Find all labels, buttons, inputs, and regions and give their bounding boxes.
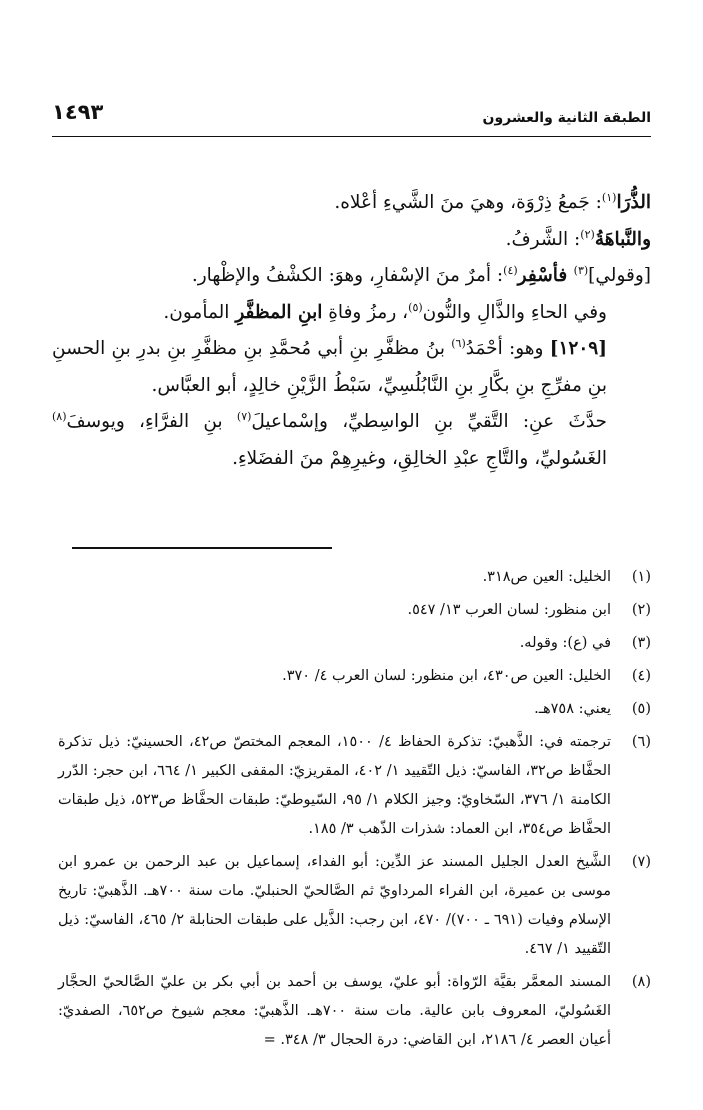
footnote-ref[interactable]: (٢) — [580, 227, 595, 241]
paragraph-text: : الشَّرفُ. — [505, 228, 581, 250]
footnote-item — [58, 629, 651, 658]
footnote-divider — [72, 547, 332, 549]
footnote-number: (٥) — [631, 701, 651, 717]
footnote-text — [58, 596, 611, 625]
paragraph-text: : أمرٌ منَ الإسْفارِ، وهوَ: الكشْفُ والإظْهار. — [191, 265, 504, 286]
footnote-text — [58, 662, 611, 691]
paragraph-durra — [52, 185, 651, 222]
paragraph-text: الغَسُوليِّ، والتَّاجِ عبْدِ الخالِقِ، وغيرِهِمْ منَ الفضَلاءِ. — [232, 447, 607, 469]
paragraph-text: بنُ مظفَّرِ بنِ أبي مُحمَّدِ بنِ مظفَّرِ بنِ بدرِ بنِ الحسنِ بنِ مفرِّجِ بنِ بكَّارِ بنِ النَّابُلُسِيِّ، سَبْطُ الزَّيْنِ خالِدٍ، أبو العبَّاس. — [52, 338, 607, 396]
footnote-line: المسند المعمَّر بقيَّة الرّواة: أبو عليّ، يوسف بن أحمد بن أبي بكر بن عليّ الصَّالحيّ الحجَّار الغَسُوليّ، المعروف بابن عالية. مات سنة ٧٠٠هـ. الذَّهبيّ: معجم شيوخ ص٦٥٢، الصفديّ: أعيان العصر ٤/ ٢١٨٦، ابن القاضي: درة الحجال ٣/ ٣٤٨. = — [58, 974, 611, 1048]
footnote-item — [58, 968, 651, 1055]
paragraph-text: وفي الحاءِ والذَّالِ والنُّون — [422, 301, 607, 323]
footnote-number: (٢) — [631, 602, 651, 618]
footnote-ref[interactable]: (٤) — [503, 263, 518, 277]
biography-entry — [52, 331, 651, 404]
term-nabaha: والنَّباهَةُ — [594, 228, 651, 250]
chapter-title: الطبقة الثانية والعشرون — [482, 110, 651, 126]
footnote-text — [58, 968, 611, 1055]
footnote-number: (٤) — [631, 668, 651, 684]
footnote-text — [58, 695, 611, 724]
footnote-line: ترجمته في: الذَّهبيّ: تذكرة الحفاظ ٤/ ١٥٠٠، المعجم المختصّ ص٤٢، الحسينيّ: ذيل تذكرة الحفَّاظ ص٣٢، الفاسيّ: ذيل التّقييد ١/ ٤٠٢، المقريزيّ: المقفى الكبير ١/ ٦٦٤، ابن حجر: الدّرر الكامنة ١/ ٣٧٦، السّخاويّ: وجيز الكلام ١/ ٩٥، السّيوطيّ: طبقات الحفَّاظ ص٥٢٣، ذيل طبقات الحفَّاظ ص٣٥٤، ابن العماد: شذرات الذّهب ٣/ ١٨٥. — [58, 734, 612, 837]
footnote-item — [58, 662, 651, 691]
paragraph-text: ، رمزُ وفاةِ — [322, 301, 409, 323]
paragraph-rumuz — [52, 295, 651, 332]
page-number: ١٤٩٣ — [52, 100, 104, 124]
footnote-ref[interactable]: (٦) — [451, 336, 466, 350]
footnote-line: الخليل: العين ص٤٣٠، ابن منظور: لسان العرب ٤/ ٣٧٠. — [282, 668, 611, 684]
footnote-text — [58, 848, 611, 964]
footnote-number: (٣) — [631, 635, 651, 651]
footnote-line: في (ع): وقوله. — [519, 635, 611, 651]
footnote-item — [58, 563, 651, 592]
paragraph-text: حدَّثَ عنِ: التَّقيِّ بنِ الواسِطيِّ، وإسْماعيلَ — [251, 411, 607, 432]
footnote-ref[interactable]: (٣) — [573, 263, 589, 277]
paragraph-haddatha — [52, 404, 651, 477]
footnote-ref[interactable]: (٥) — [408, 300, 423, 314]
footnote-line: يعني: ٧٥٨هـ. — [534, 701, 611, 717]
footnote-item — [58, 728, 651, 844]
running-header — [52, 96, 651, 136]
footnote-line: الشَّيخ العدل الجليل المسند عز الدِّين: أبو الفداء، إسماعيل بن عبد الرحمن بن عمرو ابن موسى بن عميرة، ابن الفراء المرداويّ ثم الصَّالحيّ الحنبليّ. مات سنة ٧٠٠هـ. الذَّهبيّ: تاريخ الإسلام وفيات (٦٩١ ـ ٧٠٠)/ ٤٧٠، ابن رجب: الذَّيل على طبقات الحنابلة ٢/ ٤٦٥، الفاسيّ: ذيل التّقييد ١/ ٤٦٧. — [58, 854, 611, 957]
header-divider — [52, 136, 651, 137]
footnote-number: (٨) — [631, 974, 651, 990]
footnote-item — [58, 695, 651, 724]
footnote-item — [58, 596, 651, 625]
main-text — [52, 185, 651, 477]
footnote-ref[interactable]: (٧) — [236, 409, 252, 423]
footnote-ref[interactable]: (٨) — [52, 409, 67, 423]
footnote-number: (٧) — [631, 854, 651, 870]
term-asfir: فأسْفِر — [517, 265, 574, 286]
paragraph-text: بنِ الفرَّاءِ، ويوسفَ — [66, 411, 237, 432]
footnote-line: الخليل: العين ص٣١٨. — [482, 569, 611, 585]
paragraph-text: المأمون. — [163, 301, 236, 323]
footnote-number: (٦) — [631, 734, 651, 750]
paragraph-nabaha — [52, 222, 651, 259]
paragraph-text: : جَمعُ ذِرْوَة، وهيَ منَ الشَّيءِ أعْلاه. — [334, 192, 602, 213]
footnote-text — [58, 728, 611, 844]
footnotes-section — [58, 563, 651, 1059]
footnote-item — [58, 848, 651, 964]
person-name: ابنِ المظفَّرِ — [235, 301, 323, 323]
footnote-text — [58, 563, 611, 592]
entry-number: [١٢٠٩] — [549, 338, 607, 359]
footnote-number: (١) — [631, 569, 651, 585]
footnote-text — [58, 629, 611, 658]
term-durra: الذُّرَا — [616, 192, 651, 213]
footnote-ref[interactable]: (١) — [601, 190, 617, 204]
paragraph-text: وهو: أحْمَدُ — [465, 338, 550, 359]
footnote-line: ابن منظور: لسان العرب ١٣/ ٥٤٧. — [407, 602, 611, 618]
paragraph-asfir — [52, 258, 651, 295]
bracket-prefix: [وقولي] — [588, 265, 651, 286]
